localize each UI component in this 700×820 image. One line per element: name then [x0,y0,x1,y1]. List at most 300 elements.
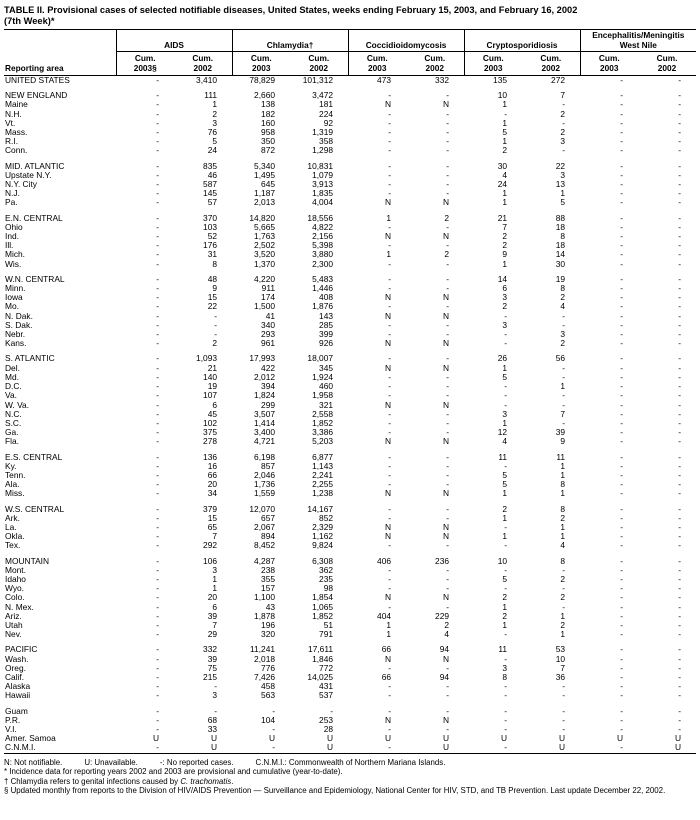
value-cell: 278 [203,436,218,447]
value-cell: - [446,724,450,734]
value-cell: 299 [261,399,276,410]
value-cell: - [678,521,682,532]
value-cell: 92 [323,117,334,128]
value-cell: 5 [212,136,218,147]
table-row [4,575,696,584]
value-cell: - [678,283,682,294]
area-cell: Ky. [5,460,17,471]
value-cell: - [620,117,624,128]
value-cell: - [156,283,159,294]
value-cell: - [388,451,392,462]
value-cell: 1,500 [254,301,276,312]
year-label: 2002 [425,62,445,73]
value-cell: 1 [560,488,566,499]
value-cell: 1,414 [254,417,276,428]
value-cell: 2 [560,619,566,630]
value-cell: - [156,592,159,603]
value-cell: 1,065 [312,601,334,612]
value-cell: 11 [498,644,508,655]
value-cell: U [210,733,218,744]
value-cell: - [678,451,682,462]
value-cell: 3 [560,329,566,340]
value-cell: 1,924 [312,371,334,382]
value-cell: - [562,564,566,575]
value-cell: 106 [203,555,218,566]
value-cell: 2 [502,301,508,312]
value-cell: 2,255 [312,479,334,490]
value-cell: 5 [502,127,508,138]
value-cell: 404 [377,610,392,621]
cum-label: Cum. [656,53,678,63]
area-cell: Wyo. [5,583,25,594]
disease-group-header [348,30,464,52]
value-cell: 10 [497,555,508,566]
value-cell: - [388,469,392,480]
value-cell: 1 [502,136,508,147]
area-cell: P.R. [5,714,21,725]
value-cell: - [446,479,450,490]
value-cell: - [388,742,392,753]
value-cell: - [156,338,159,349]
value-cell: - [156,469,159,480]
disease-group-label-line: Encephalitis/Meningitis [592,30,685,40]
value-cell: - [156,705,159,716]
cum-label: Cum. [250,53,272,63]
table-row [4,223,696,232]
area-cell: MOUNTAIN [5,555,50,566]
value-cell: 24 [207,145,218,156]
value-cell: N [384,436,392,447]
value-cell: 1,958 [312,390,334,401]
area-cell: Conn. [5,145,28,156]
cum-label: Cum. [540,53,562,63]
value-cell: N [442,714,450,725]
legend-no-reported-cases: -: No reported cases. [159,757,234,767]
value-cell: 1,370 [254,258,276,269]
header-group-row [4,30,696,52]
value-cell: - [446,408,450,419]
value-cell: - [446,169,450,180]
value-cell: - [446,681,450,692]
value-cell: N [384,231,392,242]
value-cell: - [620,417,624,428]
value-cell: 292 [203,540,218,551]
value-cell: - [156,460,159,471]
value-cell: 7,426 [254,671,276,682]
value-cell: - [678,573,682,584]
value-cell: 6 [212,399,218,410]
value-cell: - [562,319,566,330]
value-cell: N [442,362,450,373]
value-cell: 66 [381,644,392,655]
value-cell: - [562,390,566,401]
value-cell: - [620,644,624,655]
cum-year-header [580,52,638,76]
value-cell: 6 [212,601,218,612]
value-cell: 1,187 [254,188,276,199]
value-cell: 1 [212,573,218,584]
value-cell: - [678,724,682,734]
value-cell: - [620,662,624,673]
value-cell: - [272,724,276,734]
value-cell: 835 [203,160,218,171]
value-cell: - [388,258,392,269]
value-cell: 961 [261,338,276,349]
value-cell: 3 [502,319,508,330]
value-cell: - [620,197,624,208]
value-cell: - [678,399,682,410]
value-cell: - [388,681,392,692]
table-row [4,645,696,654]
value-cell: - [156,601,159,612]
value-cell: - [620,555,624,566]
value-cell: 2 [444,212,450,223]
area-cell: R.I. [5,136,19,147]
area-cell: S.C. [5,417,22,428]
value-cell: - [562,690,566,701]
value-cell: - [156,353,159,364]
value-cell: 1,093 [196,353,218,364]
value-cell: - [678,90,682,101]
value-cell: - [156,503,159,514]
value-cell: 285 [319,319,334,330]
value-cell: - [446,319,450,330]
value-cell: 11 [498,451,508,462]
table-row [4,453,696,462]
value-cell: - [678,179,682,190]
value-cell: - [156,555,159,566]
value-cell: 3 [212,564,218,575]
value-cell: - [156,531,159,542]
value-cell: 14 [555,249,566,260]
footnote-dagger-text: † Chlamydia refers to genital infections caused by [4,776,181,786]
value-cell: - [504,381,508,392]
value-cell: - [678,503,682,514]
area-cell: Idaho [5,573,26,584]
value-cell: 4 [444,629,450,640]
value-cell: 26 [497,353,508,364]
value-cell: 2,046 [254,469,276,480]
value-cell: U [326,742,334,753]
value-cell: - [678,531,682,542]
value-cell: 215 [203,671,218,682]
area-cell: S. ATLANTIC [5,353,55,364]
value-cell: 57 [207,197,218,208]
value-cell: - [678,671,682,682]
value-cell: - [388,427,392,438]
value-cell: - [678,99,682,110]
value-cell: - [156,212,159,223]
value-cell: 10,831 [307,160,334,171]
table-row [4,373,696,382]
value-cell: 408 [319,292,334,303]
value-cell: - [156,179,159,190]
value-cell: U [558,742,566,753]
disease-group-label-line: Coccidioidomycosis [365,39,447,50]
table-row [4,462,696,471]
value-cell: U [210,742,218,753]
table-row [4,514,696,523]
value-cell: U [500,733,508,744]
value-cell: - [388,160,392,171]
value-cell: - [504,310,508,321]
area-cell: UNITED STATES [5,75,70,85]
value-cell: 1,162 [312,531,334,542]
value-cell: - [562,705,566,716]
value-cell: - [156,160,159,171]
value-cell: - [156,521,159,532]
value-cell: N [384,653,392,664]
value-cell: 5,665 [254,221,276,232]
table-row [4,321,696,330]
value-cell: - [156,301,159,312]
value-cell: - [156,390,159,401]
cum-label: Cum. [308,53,330,63]
value-cell: - [446,240,450,251]
value-cell: 18 [555,221,566,232]
value-cell: N [442,310,450,321]
cum-year-header [174,52,232,76]
value-cell: 1 [560,381,566,392]
value-cell: 10 [555,653,566,664]
value-cell: 10 [497,90,508,101]
value-cell: - [620,714,624,725]
value-cell: - [388,273,392,284]
value-cell: 1 [502,512,508,523]
value-cell: U [616,733,624,744]
value-cell: - [156,742,159,753]
value-cell: - [388,690,392,701]
notifiable-diseases-table [4,29,696,754]
value-cell: - [620,221,624,232]
value-cell: 458 [261,681,276,692]
value-cell: - [388,573,392,584]
value-cell: 1 [386,249,392,260]
value-cell: 14 [497,273,508,284]
value-cell: - [678,583,682,594]
area-cell: N.J. [5,188,20,199]
value-cell: - [156,583,159,594]
value-cell: 2 [212,108,218,119]
area-cell: N.C. [5,408,22,419]
area-cell: Mo. [5,301,19,312]
value-cell: - [504,629,508,640]
table-row [4,655,696,664]
area-cell: Oreg. [5,662,26,673]
value-cell: - [678,540,682,551]
value-cell: - [156,197,159,208]
value-cell: - [156,408,159,419]
value-cell: N [442,592,450,603]
value-cell: 17,611 [308,644,334,655]
value-cell: 3 [502,408,508,419]
value-cell: - [678,371,682,382]
value-cell: - [678,662,682,673]
area-cell: Mont. [5,564,26,575]
value-cell: - [678,338,682,349]
value-cell: 3 [212,117,218,128]
value-cell: 7 [502,221,508,232]
value-cell: - [156,690,159,701]
table-row [4,284,696,293]
value-cell: - [446,329,450,340]
value-cell: 332 [203,644,218,655]
table-row [4,146,696,155]
value-cell: - [388,169,392,180]
table-title-line1: TABLE II. Provisional cases of selected notifiable diseases, United States, weeks ending February 15, 2003, and February 16, 2002 [4,5,578,15]
area-cell: E.N. CENTRAL [5,212,63,223]
value-cell: - [388,564,392,575]
value-cell: 20 [207,592,218,603]
value-cell: - [446,540,450,551]
value-cell: - [620,408,624,419]
value-cell: - [504,460,508,471]
value-cell: 7 [560,90,566,101]
value-cell: N [442,436,450,447]
value-cell: - [620,705,624,716]
value-cell: 1 [212,99,218,110]
value-cell: - [156,221,159,232]
value-cell: - [156,258,159,269]
value-cell: 1 [560,610,566,621]
value-cell: - [678,592,682,603]
value-cell: 102 [203,417,218,428]
value-cell: - [446,160,450,171]
value-cell: - [620,381,624,392]
disease-group-header [116,30,232,52]
value-cell: - [620,127,624,138]
value-cell: - [388,90,392,101]
value-cell: - [214,319,218,330]
table-row [4,410,696,419]
value-cell: - [620,188,624,199]
value-cell: - [678,212,682,223]
table-row [4,682,696,691]
value-cell: - [156,319,159,330]
value-cell: 229 [435,610,450,621]
value-cell: - [156,662,159,673]
value-cell: 6,308 [312,555,334,566]
table-title [4,5,696,26]
value-cell: - [620,169,624,180]
table-row [4,312,696,321]
value-cell: 9 [560,436,566,447]
value-cell: 375 [203,427,218,438]
disease-group-label-line: Cryptosporidiosis [486,39,558,50]
value-cell: 3,410 [196,75,218,85]
value-cell: - [504,653,508,664]
value-cell: U [384,733,392,744]
table-row [4,275,696,284]
value-cell: - [446,273,450,284]
value-cell: - [620,75,624,85]
value-cell: - [620,145,624,156]
table-row [4,110,696,119]
value-cell: 174 [261,292,276,303]
footnote-legend [4,758,696,768]
value-cell: 235 [319,573,334,584]
value-cell: - [446,179,450,190]
value-cell: - [156,371,159,382]
value-cell: 1 [502,601,508,612]
value-cell: - [620,310,624,321]
value-cell: - [504,521,508,532]
value-cell: 1,238 [312,488,334,499]
value-cell: 9,824 [312,540,334,551]
area-cell: V.I. [5,724,17,734]
value-cell: 872 [261,145,276,156]
value-cell: - [446,583,450,594]
year-label: 2003 [484,62,503,73]
value-cell: 11,241 [250,644,276,655]
table-row [4,566,696,575]
value-cell: - [620,353,624,364]
value-cell: N [384,362,392,373]
table-row [4,541,696,550]
value-cell: - [446,301,450,312]
value-cell: - [388,283,392,294]
value-cell: N [384,399,392,410]
table-row [4,364,696,373]
value-cell: U [152,733,159,744]
value-cell: - [446,136,450,147]
value-cell: 657 [261,512,276,523]
value-cell: N [384,714,392,725]
area-cell: Md. [5,371,19,382]
value-cell: 138 [261,99,276,110]
value-cell: - [620,249,624,260]
value-cell: - [156,240,159,251]
table-header [4,30,696,76]
area-cell: Wash. [5,653,29,664]
value-cell: 143 [319,310,334,321]
value-cell: U [442,742,450,753]
value-cell: 94 [439,671,450,682]
value-cell: - [678,301,682,312]
value-cell: 160 [261,117,276,128]
value-cell: 3 [502,292,508,303]
value-cell: - [620,371,624,382]
table-row [4,330,696,339]
value-cell: 8 [502,671,508,682]
value-cell: - [156,169,159,180]
table-row [4,743,696,753]
value-cell: - [620,521,624,532]
value-cell: - [562,362,566,373]
table-row [4,260,696,269]
value-cell: - [678,555,682,566]
value-cell: 1,878 [254,610,276,621]
value-cell: - [504,681,508,692]
value-cell: N [442,338,450,349]
value-cell: 65 [207,521,218,532]
value-cell: 30 [497,160,508,171]
value-cell: 31 [207,249,218,260]
disease-group-label-line: AIDS [164,39,184,50]
value-cell: - [620,724,624,734]
value-cell: - [678,319,682,330]
value-cell: 46 [207,169,218,180]
value-cell: U [558,733,566,744]
value-cell: 5 [560,197,566,208]
value-cell: 5 [502,371,508,382]
value-cell: 857 [261,460,276,471]
value-cell: - [620,629,624,640]
value-cell: - [620,427,624,438]
value-cell: 3 [502,662,508,673]
value-cell: - [620,451,624,462]
value-cell: 6,198 [254,451,276,462]
